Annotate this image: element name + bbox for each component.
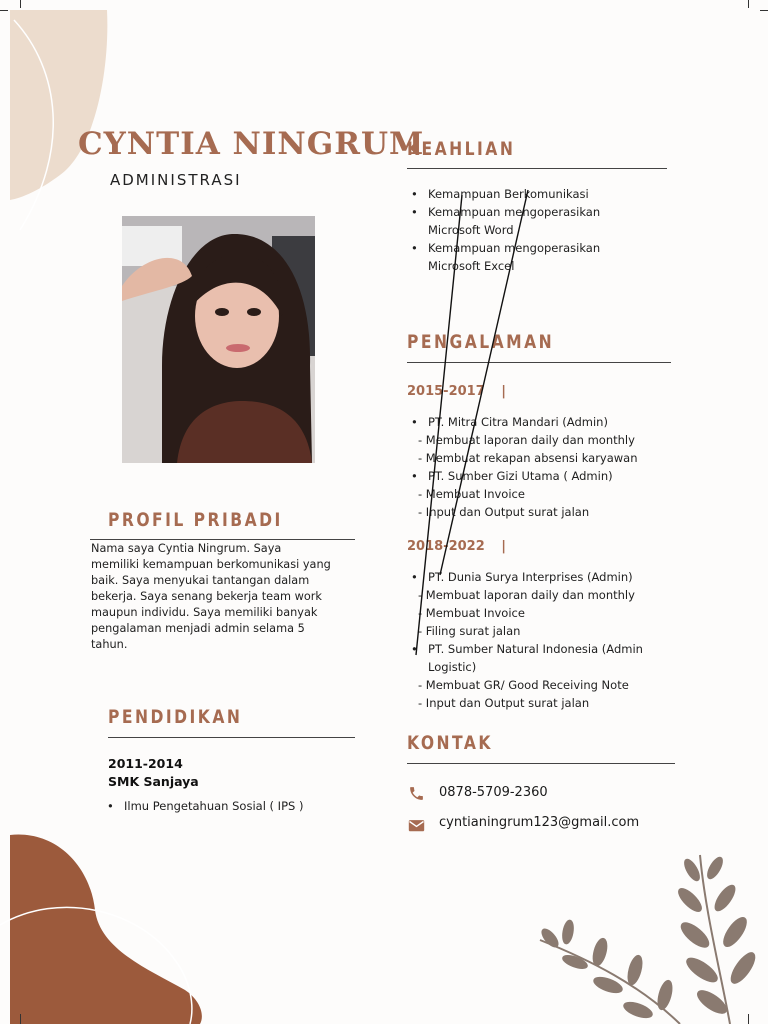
profile-photo (122, 216, 315, 463)
crop-mark (760, 10, 768, 11)
decor-bottom-blob (0, 830, 230, 1024)
school-name: SMK Sanjaya (108, 774, 199, 789)
crop-mark (20, 0, 21, 8)
section-heading-profil: PROFIL PRIBADI (108, 509, 283, 531)
list-item: • Kemampuan Berkomunikasi (408, 185, 623, 203)
phone-icon (408, 785, 425, 806)
divider (108, 737, 355, 738)
job-task: - Filing surat jalan (418, 624, 521, 638)
crop-mark (20, 1014, 21, 1024)
section-heading-pendidikan: PENDIDIKAN (108, 706, 243, 728)
period-years-text: 2015-2017 (407, 384, 485, 399)
job-task: - Membuat Invoice (418, 606, 525, 620)
education-years: 2011-2014 (108, 756, 183, 771)
divider (90, 539, 355, 540)
decor-top-blob (0, 0, 120, 240)
job-title: • PT. Dunia Surya Interprises (Admin) (408, 568, 668, 586)
job-task: - Input dan Output surat jalan (418, 696, 590, 710)
period-years-text: 2018-2022 (407, 539, 485, 554)
divider (407, 168, 667, 169)
person-name: CYNTIA NINGRUM (78, 126, 425, 162)
divider (407, 763, 675, 764)
job-task: - Membuat GR/ Good Receiving Note (418, 678, 629, 692)
profil-text: Nama saya Cyntia Ningrum. Saya memiliki kemampuan berkomunikasi yang baik. Saya menyukai tantangan dalam bekerja. Saya senang bekerja team work maupun individu. Saya memiliki banyak pengalaman menjadi admin selama 5 tahun. (91, 542, 331, 651)
crop-mark (0, 10, 8, 11)
phone-number[interactable]: 0878-5709-2360 (439, 785, 548, 800)
period-separator: | (501, 539, 507, 554)
envelope-icon (408, 817, 425, 836)
education-major: • Ilmu Pengetahuan Sosial ( IPS ) (104, 797, 768, 815)
job-task: - Membuat laporan daily dan monthly (418, 588, 635, 602)
list-item: • Kemampuan mengoperasikan Microsoft Excel (408, 239, 623, 275)
pen-scribble (400, 185, 540, 665)
job-task: - Membuat Invoice (418, 487, 525, 501)
crop-mark (748, 0, 749, 8)
job-title: • PT. Mitra Citra Mandari (Admin) (408, 413, 668, 431)
job-task: - Input dan Output surat jalan (418, 505, 590, 519)
job-title: ADMINISTRASI (110, 171, 242, 189)
section-heading-kontak: KONTAK (407, 732, 493, 754)
job-task: - Membuat laporan daily dan monthly (418, 433, 635, 447)
job-title: • PT. Sumber Natural Indonesia (Admin Logistic) (408, 640, 668, 676)
section-heading-keahlian: KEAHLIAN (407, 138, 516, 160)
email-address[interactable]: cyntianingrum123@gmail.com (439, 815, 640, 830)
section-heading-pengalaman: PENGALAMAN (407, 331, 555, 353)
job-title: • PT. Sumber Gizi Utama ( Admin) (408, 467, 668, 485)
job-task: - Membuat rekapan absensi karyawan (418, 451, 638, 465)
leaf-decoration (530, 850, 768, 1024)
list-item: • Kemampuan mengoperasikan Microsoft Word (408, 203, 623, 239)
period-separator: | (501, 384, 507, 399)
